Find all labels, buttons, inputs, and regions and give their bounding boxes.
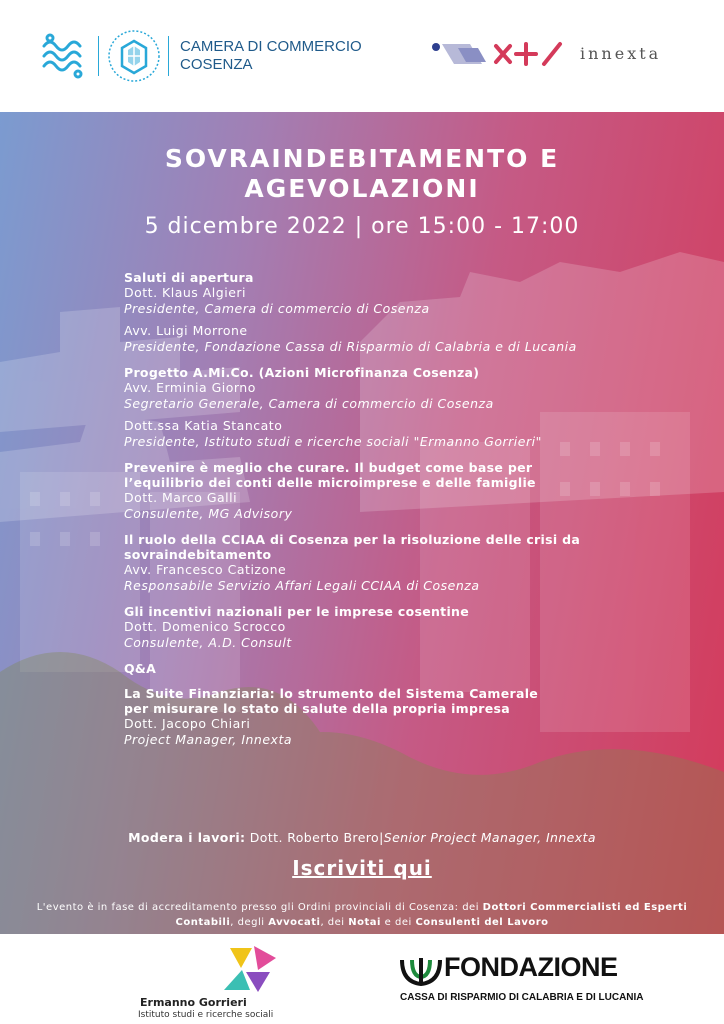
agenda-heading: Q&A [124,661,157,676]
organization-name [180,38,362,74]
agenda-heading: Gli incentivi nazionali per le imprese cosentine [124,604,470,619]
accreditation-text: , degli [230,917,269,928]
agenda-heading: sovraindebitamento [124,547,272,562]
agenda-heading: Il ruolo della CCIAA di Cosenza per la risoluzione delle crisi da [124,532,581,547]
agenda-item [124,532,664,594]
agenda-heading: Prevenire è meglio che curare. Il budget come base per [124,460,533,475]
fondazione-name: FONDAZIONE [444,952,618,982]
agenda-item [124,604,664,651]
speaker-name: Dott. Domenico Scrocco [124,619,286,634]
moderator-line [0,830,724,845]
footer [0,934,724,1024]
accreditation-text: L'evento è in fase di accreditamento presso gli Ordini provinciali di Cosenza: dei [36,902,483,913]
header-divider [168,36,169,76]
hero-section [0,112,724,934]
agenda-item [124,661,664,676]
gorrieri-triangles-icon [220,942,280,994]
agenda-item [124,686,664,748]
gorrieri-name: Ermanno Gorrieri [140,996,247,1009]
register-link[interactable]: Iscriviti qui [292,856,432,880]
speaker-name: Dott.ssa Katia Stancato [124,418,283,433]
title-line-2: AGEVOLAZIONI [244,174,480,203]
accreditation-text: , dei [320,917,349,928]
innexta-mark-icon [430,38,570,70]
event-content [0,112,724,934]
accreditation-order: Notai [348,917,381,928]
speaker-role: Segretario Generale, Camera di commercio di Cosenza [124,396,494,411]
speaker-name: Avv. Francesco Catizone [124,562,287,577]
moderator-separator: | [379,830,384,845]
speaker-name: Dott. Klaus Algieri [124,285,246,300]
speaker-role: Presidente, Istituto studi e ricerche sociali "Ermanno Gorrieri" [124,434,542,449]
speaker-role: Project Manager, Innexta [124,732,293,747]
agenda-heading: l’equilibrio dei conti delle microimprese e delle famiglie [124,475,536,490]
agenda-heading: Saluti di apertura [124,270,254,285]
speaker-role: Presidente, Fondazione Cassa di Risparmio di Calabria e di Lucania [124,339,577,354]
agenda-item [124,270,664,355]
seal-icon [106,28,162,84]
agenda-heading: Progetto A.Mi.Co. (Azioni Microfinanza Cosenza) [124,365,480,380]
fondazione-subtitle: CASSA DI RISPARMIO DI CALABRIA E DI LUCANIA [400,992,644,1003]
org-line-2: COSENZA [180,56,253,73]
speaker-role: Presidente, Camera di commercio di Cosenza [124,301,430,316]
accreditation-order: Dottori Commercialisti ed Esperti Contabili [175,902,688,928]
header-divider [98,36,99,76]
event-date-time: 5 dicembre 2022 | ore 15:00 - 17:00 [144,214,580,239]
accreditation-note [20,900,704,930]
speaker-role: Consulente, MG Advisory [124,506,293,521]
event-title [0,144,724,204]
speaker-name: Avv. Erminia Giorno [124,380,256,395]
moderator-name: Dott. Roberto Brero [249,830,380,845]
partner-name: innexta [580,44,662,63]
moderator-label: Modera i lavori: [128,830,246,845]
speaker-name: Avv. Luigi Morrone [124,323,248,338]
agenda-heading: per misurare lo stato di salute della propria impresa [124,701,510,716]
cciaa-logo-icon [36,28,92,84]
accreditation-order: Consulenti del Lavoro [415,917,549,928]
accreditation-text: e dei [380,917,416,928]
header [0,0,724,112]
agenda [124,270,664,758]
speaker-role: Responsabile Servizio Affari Legali CCIAA di Cosenza [124,578,480,593]
org-line-1: CAMERA DI COMMERCIO [180,38,362,55]
agenda-item [124,365,664,450]
speaker-name: Dott. Jacopo Chiari [124,716,251,731]
speaker-role: Consulente, A.D. Consult [124,635,292,650]
gorrieri-subtitle: Istituto studi e ricerche sociali [138,1010,274,1020]
moderator-role: Senior Project Manager, Innexta [383,830,596,845]
speaker-name: Dott. Marco Galli [124,490,238,505]
title-line-1: SOVRAINDEBITAMENTO E [164,144,560,173]
fondazione-mark-icon [400,956,442,988]
agenda-heading: La Suite Finanziaria: lo strumento del Sistema Camerale [124,686,539,701]
agenda-item [124,460,664,522]
accreditation-order: Avvocati [268,917,321,928]
